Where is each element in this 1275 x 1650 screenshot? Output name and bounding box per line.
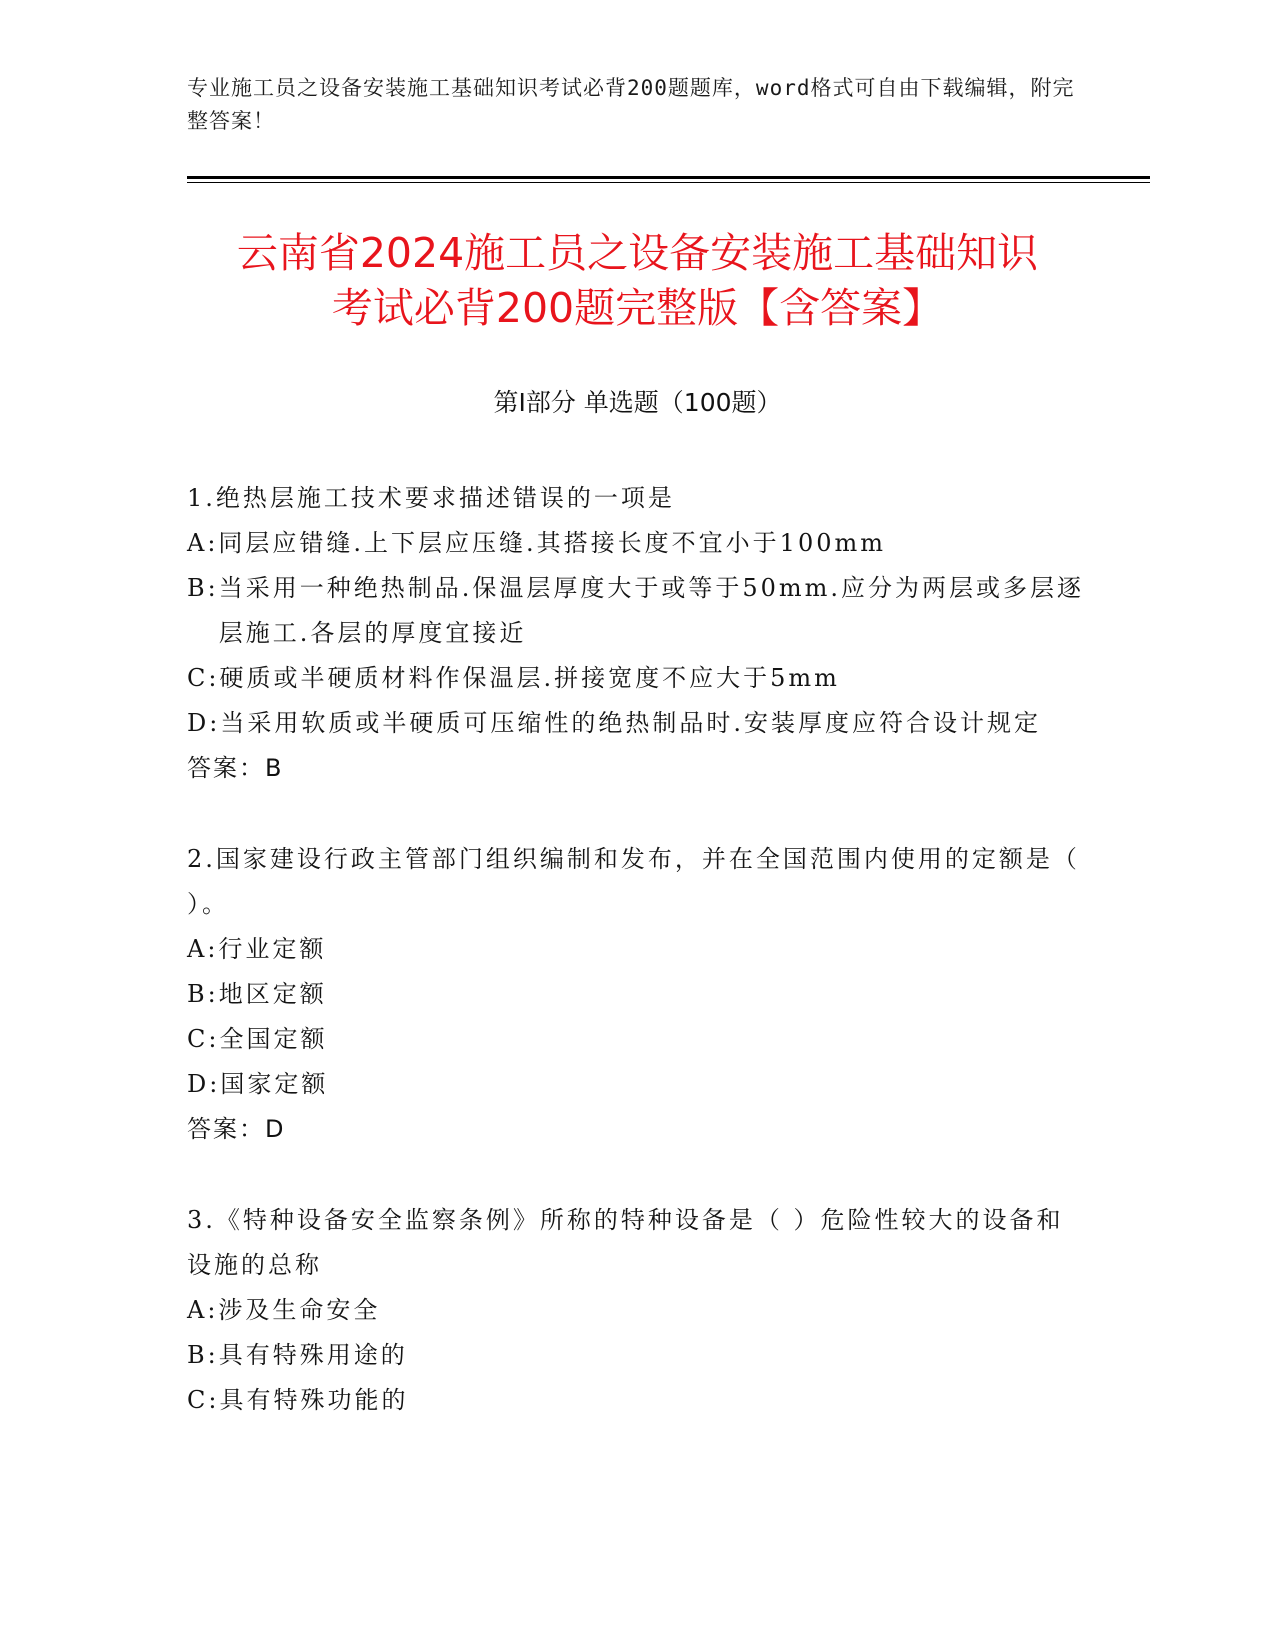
title-line-2: 考试必背200题完整版【含答案】 — [331, 284, 944, 332]
option-text: 涉及生命安全 — [218, 1296, 381, 1324]
header-rule-thin — [187, 182, 1150, 183]
option-key: C: — [187, 1386, 220, 1414]
option-key: B: — [187, 574, 219, 602]
option-text: 地区定额 — [218, 980, 327, 1008]
option-text: 当采用软质或半硬质可压缩性的绝热制品时.安装厚度应符合设计规定 — [220, 709, 1041, 737]
question-3 — [187, 1198, 1087, 1423]
option-key: D: — [187, 1070, 221, 1098]
option-d — [187, 701, 1087, 746]
header-rule-thick — [187, 176, 1150, 179]
question-1 — [187, 476, 1087, 791]
option-key: A: — [187, 935, 219, 963]
question-list — [187, 476, 1087, 1469]
option-text: 行业定额 — [218, 935, 327, 963]
option-key: B: — [187, 980, 219, 1008]
option-b — [187, 1333, 1087, 1378]
option-key: D: — [187, 709, 221, 737]
option-b — [187, 566, 1087, 656]
option-key: A: — [187, 1296, 219, 1324]
option-a — [187, 521, 1087, 566]
option-text: 国家定额 — [220, 1070, 329, 1098]
option-key: C: — [187, 1025, 220, 1053]
option-c — [187, 656, 1087, 701]
question-stem: 1.绝热层施工技术要求描述错误的一项是 — [187, 484, 675, 512]
option-key: C: — [187, 664, 220, 692]
option-c — [187, 1017, 1087, 1062]
option-text: 同层应错缝.上下层应压缝.其搭接长度不宜小于100mm — [218, 529, 887, 557]
option-b — [187, 972, 1087, 1017]
question-2 — [187, 837, 1087, 1152]
question-stem: 2.国家建设行政主管部门组织编制和发布，并在全国范围内使用的定额是（ ）。 — [187, 845, 1080, 918]
option-text: 全国定额 — [219, 1025, 328, 1053]
option-text: 具有特殊功能的 — [219, 1386, 409, 1414]
option-d — [187, 1062, 1087, 1107]
option-key: B: — [187, 1341, 219, 1369]
option-a — [187, 1288, 1087, 1333]
answer-label: 答案：D — [187, 1115, 286, 1143]
section-title: 第Ⅰ部分 单选题（100题） — [493, 388, 782, 417]
option-text: 硬质或半硬质材料作保温层.拼接宽度不应大于5mm — [219, 664, 840, 692]
header-note: 专业施工员之设备安装施工基础知识考试必背200题题库，word格式可自由下载编辑，附完整答案！ — [187, 76, 1075, 133]
option-text: 当采用一种绝热制品.保温层厚度大于或等于50mm.应分为两层或多层逐层施工.各层的厚度宜接近 — [218, 574, 1085, 647]
question-stem: 3.《特种设备安全监察条例》所称的特种设备是（ ）危险性较大的设备和设施的总称 — [187, 1206, 1064, 1279]
option-text: 具有特殊用途的 — [218, 1341, 408, 1369]
document-title — [150, 226, 1125, 336]
answer-label: 答案：B — [187, 754, 284, 782]
option-a — [187, 927, 1087, 972]
option-c — [187, 1378, 1087, 1423]
title-line-1: 云南省2024施工员之设备安装施工基础知识 — [236, 229, 1039, 277]
option-key: A: — [187, 529, 219, 557]
